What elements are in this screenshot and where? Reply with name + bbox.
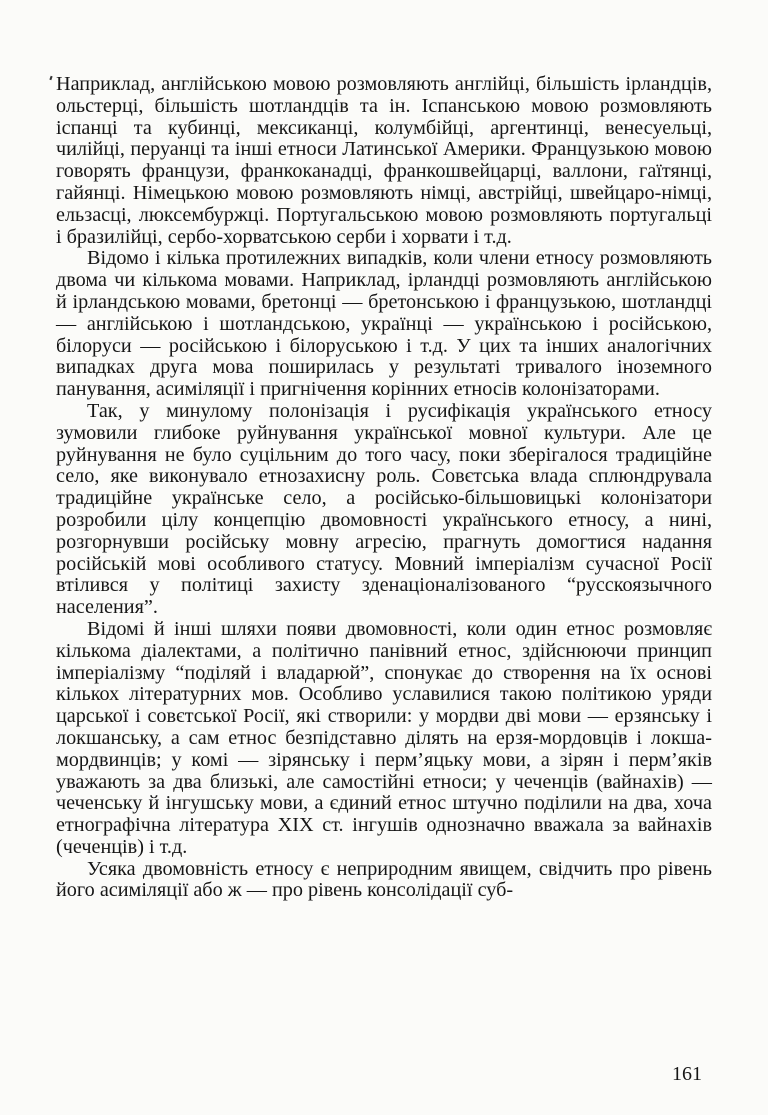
print-speck	[49, 76, 52, 80]
body-text	[56, 74, 712, 902]
paragraph-3: Так, у минулому полонізація і русифікація українського етносу зумовили глибоке руйнування української мовної культури. Але це руйнування не було суцільним до того часу, поки зберігалося традиційне село, яке виконувало етнозахисну роль. Совєтська влада сплюндрувала традиційне українське село, а російсько-більшовицькі колонізатори розробили цілу концепцію двомовності українського етносу, а нині, розгорнувши російську мовну агресію, прагнуть домогтися надання російській мові особливого статусу. Мовний імперіалізм сучасної Росії втілився у політиці захисту зденаціоналізованого “русскоязычного населения”.	[56, 399, 712, 619]
paragraph-5: Усяка двомовність етносу є неприродним явищем, свідчить про рівень його асиміляції або ж — про рівень консолідації суб-	[56, 857, 712, 902]
paragraph-2: Відомо і кілька протилежних випадків, коли члени етносу розмовляють двома чи кількома мовами. Наприклад, ірландці розмовляють англійською й ірландською мовами, бретонці — бретонською і французькою, шотландці — англійською і шотландською, українці — українською і російською, білоруси — російською і білоруською і т.д. У цих та інших аналогічних випадках друга мова поширилась у результаті тривалого іноземного панування, асиміляції і пригнічення корінних етносів колонізаторами.	[56, 247, 712, 401]
paragraph-4: Відомі й інші шляхи появи двомовності, коли один етнос розмовляє кількома діалектами, а політично панівний етнос, здійснюючи принцип імперіалізму “поділяй і владарюй”, спонукає до створення на їх основі кількох літературних мов. Особливо уславилися такою політикою уряди царської і совєтської Росії, які створили: у мордви дві мови — ерзянську і локшанську, а сам етнос безпідставно ділять на ерзя-мордовців і локша-мордвинців; у комі — зірянську і перм’яцьку мови, а зірян і перм’яків уважають за два близькі, але самостійні етноси; у чеченців (вайнахів) — чеченську й інгушську мови, а єдиний етнос штучно поділили на два, хоча етнографічна література XIX ст. інгушів однозначно вважала за вайнахів (чеченців) і т.д.	[56, 617, 712, 858]
page-number: 161	[672, 1063, 702, 1085]
paragraph-1: Наприклад, англійською мовою розмовляють англійці, більшість ірландців, ольстерці, більшість шотландців та ін. Іспанською мовою розмовляють іспанці та кубинці, мексиканці, колумбійці, аргентинці, венесуельці, чилійці, перуанці та інші етноси Латинської Америки. Французькою мовою говорять французи, франкоканадці, франкошвейцарці, валлони, гаїтянці, гайянці. Німецькою мовою розмовляють німці, австрійці, швейцаро-німці, ельзасці, люксембуржці. Португальською мовою розмовляють португальці і бразилійці, сербо-хорватською серби і хорвати і т.д.	[56, 73, 712, 248]
